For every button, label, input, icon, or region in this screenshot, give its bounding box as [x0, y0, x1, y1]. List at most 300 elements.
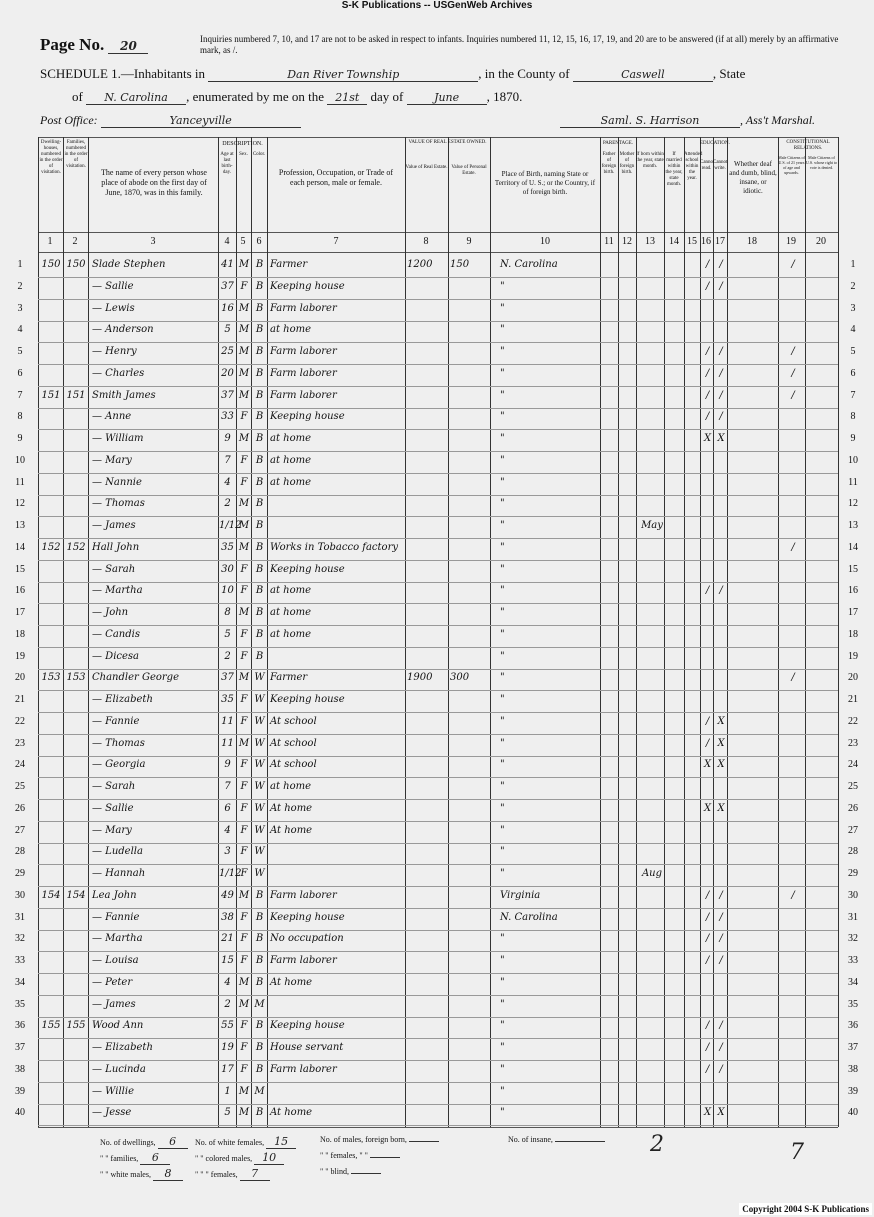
male-citizen-mark: /	[791, 672, 795, 683]
person-name: — Georgia	[92, 759, 146, 770]
row-number-right: 6	[850, 368, 856, 379]
person-sex: M	[238, 890, 250, 901]
row-number-right: 13	[848, 520, 858, 531]
column-number: 4	[224, 236, 230, 247]
person-name: — Peter	[92, 977, 133, 988]
person-color: B	[255, 259, 264, 270]
cannot-read-mark: /	[705, 716, 710, 727]
row-number-right: 5	[850, 346, 856, 357]
person-age: 5	[224, 1107, 231, 1118]
person-sex: F	[240, 912, 248, 923]
person-occupation: at home	[270, 629, 312, 640]
person-color: B	[255, 1042, 264, 1053]
cannot-write-mark: X	[717, 716, 725, 727]
person-color: B	[255, 346, 264, 357]
person-birthplace: "	[500, 281, 505, 292]
table-row	[0, 756, 874, 778]
row-number-left: 25	[15, 781, 25, 792]
person-age: 7	[224, 455, 231, 466]
person-sex: M	[238, 542, 250, 553]
person-color: B	[255, 1064, 264, 1075]
person-sex: F	[240, 803, 248, 814]
person-name: — Willie	[92, 1086, 134, 1097]
cannot-read-mark: /	[705, 390, 710, 401]
person-color: B	[255, 1107, 264, 1118]
table-row	[0, 735, 874, 757]
column-number: 2	[72, 236, 78, 247]
footer-white-males	[100, 1167, 183, 1181]
footer-males-foreign	[320, 1135, 439, 1144]
column-number: 19	[786, 236, 796, 247]
dwelling-number: 155	[41, 1020, 61, 1031]
person-birthplace: "	[500, 781, 505, 792]
footer-males-foreign-label: No. of males, foreign born,	[320, 1135, 407, 1144]
person-color: B	[255, 281, 264, 292]
person-name: — Thomas	[92, 738, 145, 749]
person-sex: M	[238, 977, 250, 988]
person-birthplace: "	[500, 455, 505, 466]
person-sex: M	[238, 498, 250, 509]
person-sex: F	[240, 716, 248, 727]
cannot-write-mark: /	[719, 281, 723, 292]
row-number-right: 11	[848, 477, 858, 488]
column-number: 12	[622, 236, 632, 247]
person-occupation: Works in Tobacco factory	[270, 542, 398, 553]
person-birthplace: "	[500, 955, 505, 966]
table-row	[0, 474, 874, 496]
col-header-married-within-year: If married within the year, state month.	[665, 152, 683, 187]
person-occupation: at home	[270, 324, 312, 335]
row-number-left: 38	[15, 1064, 25, 1075]
col-header-attended-school: Attended school within the year.	[684, 152, 703, 181]
person-color: W	[254, 759, 265, 770]
cannot-write-mark: /	[719, 1064, 723, 1075]
table-row	[0, 517, 874, 539]
person-age: 10	[221, 585, 234, 596]
footer-white-females-label: No. of white females,	[195, 1138, 265, 1147]
col-header-description: DESCRIPTION.	[222, 141, 263, 147]
person-occupation: Farm laborer	[270, 346, 337, 357]
state-value: N. Carolina	[86, 91, 186, 105]
person-birthplace: "	[500, 346, 505, 357]
cannot-write-mark: /	[719, 912, 723, 923]
row-number-left: 37	[15, 1042, 25, 1053]
col-header-born-within-year: If born within the year, state month.	[636, 152, 664, 169]
person-name: — Sallie	[92, 803, 134, 814]
person-name: — Hannah	[92, 868, 146, 879]
day-value: 21st	[327, 91, 367, 105]
cannot-write-mark: X	[717, 803, 725, 814]
personal-estate-value: 300	[450, 672, 470, 683]
person-birthplace: "	[500, 390, 505, 401]
person-sex: F	[240, 759, 248, 770]
footer-blank-line	[351, 1173, 381, 1174]
person-birthplace: "	[500, 520, 505, 531]
row-number-left: 2	[17, 281, 23, 292]
person-sex: M	[238, 433, 250, 444]
marshal-line	[560, 113, 815, 128]
col-header-cannot-write: Cannot write.	[713, 160, 728, 171]
person-sex: F	[240, 1042, 248, 1053]
table-row	[0, 343, 874, 365]
col-header-color: Color.	[252, 152, 266, 157]
row-number-right: 37	[848, 1042, 858, 1053]
person-age: 9	[224, 759, 231, 770]
person-birthplace: "	[500, 999, 505, 1010]
person-age: 2	[224, 498, 231, 509]
person-sex: F	[240, 846, 248, 857]
person-occupation: Farm laborer	[270, 303, 337, 314]
person-name: — Lucinda	[92, 1064, 146, 1075]
male-citizen-mark: /	[791, 259, 795, 270]
footer-blank-line	[409, 1141, 439, 1142]
cannot-read-mark: /	[705, 738, 710, 749]
row-number-left: 7	[17, 390, 23, 401]
person-sex: F	[240, 651, 248, 662]
person-birthplace: "	[500, 607, 505, 618]
person-name: — Elizabeth	[92, 694, 153, 705]
person-birthplace: "	[500, 1020, 505, 1031]
cannot-read-mark: /	[705, 259, 710, 270]
footer-blind	[320, 1167, 381, 1176]
person-sex: M	[238, 520, 250, 531]
person-name: Slade Stephen	[92, 259, 166, 270]
marshal-label: , Ass't Marshal.	[740, 113, 816, 127]
col-header-birthplace: Place of Birth, naming State or Territory of U. S.; or the Country, if of foreign birth.	[494, 170, 596, 196]
family-number: 154	[66, 890, 86, 901]
person-birthplace: "	[500, 324, 505, 335]
person-color: B	[255, 433, 264, 444]
person-name: Smith James	[92, 390, 156, 401]
real-estate-value: 1900	[407, 672, 433, 683]
person-age: 15	[221, 955, 234, 966]
post-office-value: Yanceyville	[101, 114, 301, 128]
male-citizen-mark: /	[791, 390, 795, 401]
row-number-left: 40	[15, 1107, 25, 1118]
table-row	[0, 952, 874, 974]
footer-right-mark: 7	[790, 1140, 804, 1165]
person-sex: M	[238, 672, 250, 683]
person-color: B	[255, 520, 264, 531]
col-header-education: EDUCATION.	[700, 141, 730, 146]
person-birthplace: "	[500, 368, 505, 379]
person-occupation: At home	[270, 825, 313, 836]
footer-dwellings-label: No. of dwellings,	[100, 1138, 156, 1147]
person-name: — Candis	[92, 629, 140, 640]
person-birthplace: "	[500, 433, 505, 444]
person-age: 19	[221, 1042, 234, 1053]
person-color: B	[255, 585, 264, 596]
person-name: — Elizabeth	[92, 1042, 153, 1053]
instructions-text: Inquiries numbered 7, 10, and 17 are not to be asked in respect to infants. Inquiries numbered 11, 12, 15, 16, 17, 19, and 20 are to be answered (if at all) merely by an affirmative mark, as /.	[200, 34, 839, 55]
person-sex: M	[238, 324, 250, 335]
column-number: 3	[150, 236, 156, 247]
birth-month: Aug	[641, 868, 663, 879]
person-age: 4	[224, 477, 231, 488]
footer-families	[100, 1151, 170, 1165]
row-number-left: 30	[15, 890, 25, 901]
cannot-read-mark: X	[703, 433, 712, 444]
person-birthplace: "	[500, 1064, 505, 1075]
person-birthplace: "	[500, 868, 505, 879]
row-number-left: 39	[15, 1086, 25, 1097]
schedule-line	[40, 66, 745, 82]
person-sex: M	[238, 1086, 250, 1097]
person-sex: F	[240, 629, 248, 640]
row-number-right: 29	[848, 868, 858, 879]
row-number-left: 16	[15, 585, 25, 596]
column-number: 11	[604, 236, 614, 247]
cannot-read-mark: /	[705, 912, 710, 923]
cannot-read-mark: /	[705, 1020, 710, 1031]
cannot-read-mark: /	[705, 411, 710, 422]
row-number-left: 22	[15, 716, 25, 727]
person-color: B	[255, 1020, 264, 1031]
row-number-left: 6	[17, 368, 23, 379]
person-sex: M	[238, 390, 250, 401]
person-sex: M	[238, 1107, 250, 1118]
person-birthplace: "	[500, 738, 505, 749]
cannot-read-mark: /	[705, 585, 710, 596]
person-name: — Fannie	[92, 912, 140, 923]
row-number-right: 28	[848, 846, 858, 857]
col-header-value: VALUE OF REAL ESTATE OWNED.	[408, 140, 487, 145]
col-header-age: Age at last birth-day.	[220, 152, 234, 175]
table-row	[0, 300, 874, 322]
row-number-right: 2	[850, 281, 856, 292]
footer-white-females	[195, 1135, 296, 1149]
row-divider	[38, 1125, 838, 1126]
table-bottom-border	[38, 1127, 838, 1128]
row-number-right: 4	[850, 324, 856, 335]
person-occupation: Keeping house	[270, 281, 345, 292]
copyright-notice: Copyright 2004 S-K Publications	[739, 1203, 872, 1215]
footer-colored-females-value: 7	[240, 1167, 270, 1181]
person-sex: F	[240, 455, 248, 466]
person-age: 6	[224, 803, 231, 814]
row-number-left: 36	[15, 1020, 25, 1031]
cannot-write-mark: /	[719, 890, 723, 901]
person-age: 7	[224, 781, 231, 792]
row-number-left: 31	[15, 912, 25, 923]
row-number-right: 3	[850, 303, 856, 314]
table-row	[0, 452, 874, 474]
col-header-mother-foreign: Mother of foreign birth.	[619, 152, 635, 175]
person-color: B	[255, 390, 264, 401]
row-number-left: 35	[15, 999, 25, 1010]
col-header-real-estate: Value of Real Estate.	[405, 165, 448, 170]
person-occupation: At home	[270, 803, 313, 814]
family-number: 153	[66, 672, 86, 683]
table-row	[0, 539, 874, 561]
row-number-left: 11	[15, 477, 25, 488]
cannot-write-mark: X	[717, 1107, 725, 1118]
col-header-vote-denied: Male Citizens of U.S. whose right to vote is denied.	[806, 155, 837, 170]
person-color: M	[254, 1086, 265, 1097]
cannot-write-mark: /	[719, 1020, 723, 1031]
person-birthplace: "	[500, 629, 505, 640]
table-row	[0, 365, 874, 387]
person-age: 49	[221, 890, 234, 901]
person-occupation: Keeping house	[270, 411, 345, 422]
male-citizen-mark: /	[791, 890, 795, 901]
person-age: 5	[224, 629, 231, 640]
person-name: — Charles	[92, 368, 145, 379]
person-sex: M	[238, 999, 250, 1010]
person-color: W	[254, 738, 265, 749]
column-number: 17	[715, 236, 725, 247]
person-birthplace: "	[500, 1086, 505, 1097]
row-number-right: 10	[848, 455, 858, 466]
person-occupation: At home	[270, 1107, 313, 1118]
person-age: 16	[221, 303, 234, 314]
person-name: — James	[92, 520, 136, 531]
post-office-line	[40, 113, 301, 128]
footer-white-males-value: 8	[153, 1167, 183, 1181]
row-number-left: 32	[15, 933, 25, 944]
person-age: 1/12	[219, 868, 242, 879]
row-number-left: 12	[15, 498, 25, 509]
row-number-left: 29	[15, 868, 25, 879]
cannot-read-mark: /	[705, 1042, 710, 1053]
archive-banner: S-K Publications -- USGenWeb Archives	[341, 0, 533, 11]
cannot-read-mark: X	[703, 1107, 712, 1118]
person-color: B	[255, 368, 264, 379]
person-age: 5	[224, 324, 231, 335]
person-name: Hall John	[92, 542, 140, 553]
person-occupation: Farm laborer	[270, 890, 337, 901]
day-of-label: day of	[370, 89, 404, 104]
row-number-right: 40	[848, 1107, 858, 1118]
column-number: 7	[333, 236, 339, 247]
row-number-right: 39	[848, 1086, 858, 1097]
column-number: 20	[816, 236, 826, 247]
row-number-right: 27	[848, 825, 858, 836]
person-occupation: at home	[270, 607, 312, 618]
person-color: W	[254, 672, 265, 683]
schedule-label: SCHEDULE 1.—Inhabitants in	[40, 66, 206, 81]
row-number-right: 16	[848, 585, 858, 596]
person-age: 8	[224, 607, 231, 618]
table-row	[0, 1017, 874, 1039]
col-header-families: Families, numbered in the order of visitation.	[64, 140, 88, 169]
person-color: B	[255, 477, 264, 488]
person-name: — Mary	[92, 825, 132, 836]
footer-families-value: 6	[140, 1151, 170, 1165]
table-row	[0, 604, 874, 626]
person-sex: F	[240, 564, 248, 575]
person-occupation: at home	[270, 585, 312, 596]
footer-dwellings-value: 6	[158, 1135, 188, 1149]
person-occupation: Keeping house	[270, 564, 345, 575]
person-name: Lea John	[92, 890, 137, 901]
person-birthplace: "	[500, 651, 505, 662]
cannot-read-mark: /	[705, 955, 710, 966]
row-number-left: 26	[15, 803, 25, 814]
row-number-right: 24	[848, 759, 858, 770]
row-number-right: 31	[848, 912, 858, 923]
cannot-write-mark: /	[719, 259, 723, 270]
real-estate-value: 1200	[407, 259, 433, 270]
person-name: — Jesse	[92, 1107, 132, 1118]
person-color: B	[255, 564, 264, 575]
person-birthplace: "	[500, 303, 505, 314]
dwelling-number: 152	[41, 542, 61, 553]
person-occupation: Farm laborer	[270, 390, 337, 401]
cannot-write-mark: /	[719, 368, 723, 379]
dwelling-number: 150	[41, 259, 61, 270]
table-row	[0, 909, 874, 931]
person-sex: M	[238, 346, 250, 357]
table-row	[0, 387, 874, 409]
table-row	[0, 887, 874, 909]
row-number-right: 25	[848, 781, 858, 792]
person-color: B	[255, 303, 264, 314]
footer-blank-line	[555, 1141, 605, 1142]
table-row	[0, 256, 874, 278]
person-color: B	[255, 411, 264, 422]
person-color: B	[255, 890, 264, 901]
person-age: 37	[221, 281, 234, 292]
table-row	[0, 800, 874, 822]
table-row	[0, 430, 874, 452]
cannot-write-mark: /	[719, 1042, 723, 1053]
table-row	[0, 1104, 874, 1126]
person-birthplace: "	[500, 825, 505, 836]
cannot-write-mark: /	[719, 933, 723, 944]
table-row	[0, 1083, 874, 1105]
person-name: Wood Ann	[92, 1020, 144, 1031]
person-occupation: Farmer	[270, 672, 308, 683]
footer-white-females-value: 15	[266, 1135, 296, 1149]
row-number-right: 12	[848, 498, 858, 509]
table-row	[0, 321, 874, 343]
person-age: 9	[224, 433, 231, 444]
person-occupation: at home	[270, 477, 312, 488]
person-birthplace: N. Carolina	[500, 912, 558, 923]
male-citizen-mark: /	[791, 368, 795, 379]
person-age: 37	[221, 390, 234, 401]
person-occupation: Keeping house	[270, 694, 345, 705]
person-birthplace: "	[500, 477, 505, 488]
person-name: — Dicesa	[92, 651, 140, 662]
col-header-name: The name of every person whose place of abode on the first day of June, 1870, was in this family.	[101, 168, 207, 197]
person-color: B	[255, 542, 264, 553]
person-birthplace: "	[500, 411, 505, 422]
person-occupation: No occupation	[270, 933, 344, 944]
person-sex: F	[240, 933, 248, 944]
person-occupation: at home	[270, 455, 312, 466]
person-age: 11	[221, 716, 234, 727]
family-number: 152	[66, 542, 86, 553]
row-number-left: 8	[17, 411, 23, 422]
col-header-dwellings: Dwelling-houses, numbered in the order of visitation.	[39, 140, 63, 175]
person-color: W	[254, 781, 265, 792]
row-number-right: 34	[848, 977, 858, 988]
footer-colored-females	[195, 1167, 270, 1181]
person-birthplace: "	[500, 1107, 505, 1118]
person-name: — James	[92, 999, 136, 1010]
person-birthplace: Virginia	[500, 890, 541, 901]
enumerated-label: , enumerated by me on the	[186, 89, 324, 104]
person-color: W	[254, 846, 265, 857]
person-name: — Anderson	[92, 324, 154, 335]
row-number-left: 5	[17, 346, 23, 357]
table-row	[0, 561, 874, 583]
table-row	[0, 495, 874, 517]
person-occupation: At school	[270, 759, 317, 770]
person-age: 3	[224, 846, 231, 857]
